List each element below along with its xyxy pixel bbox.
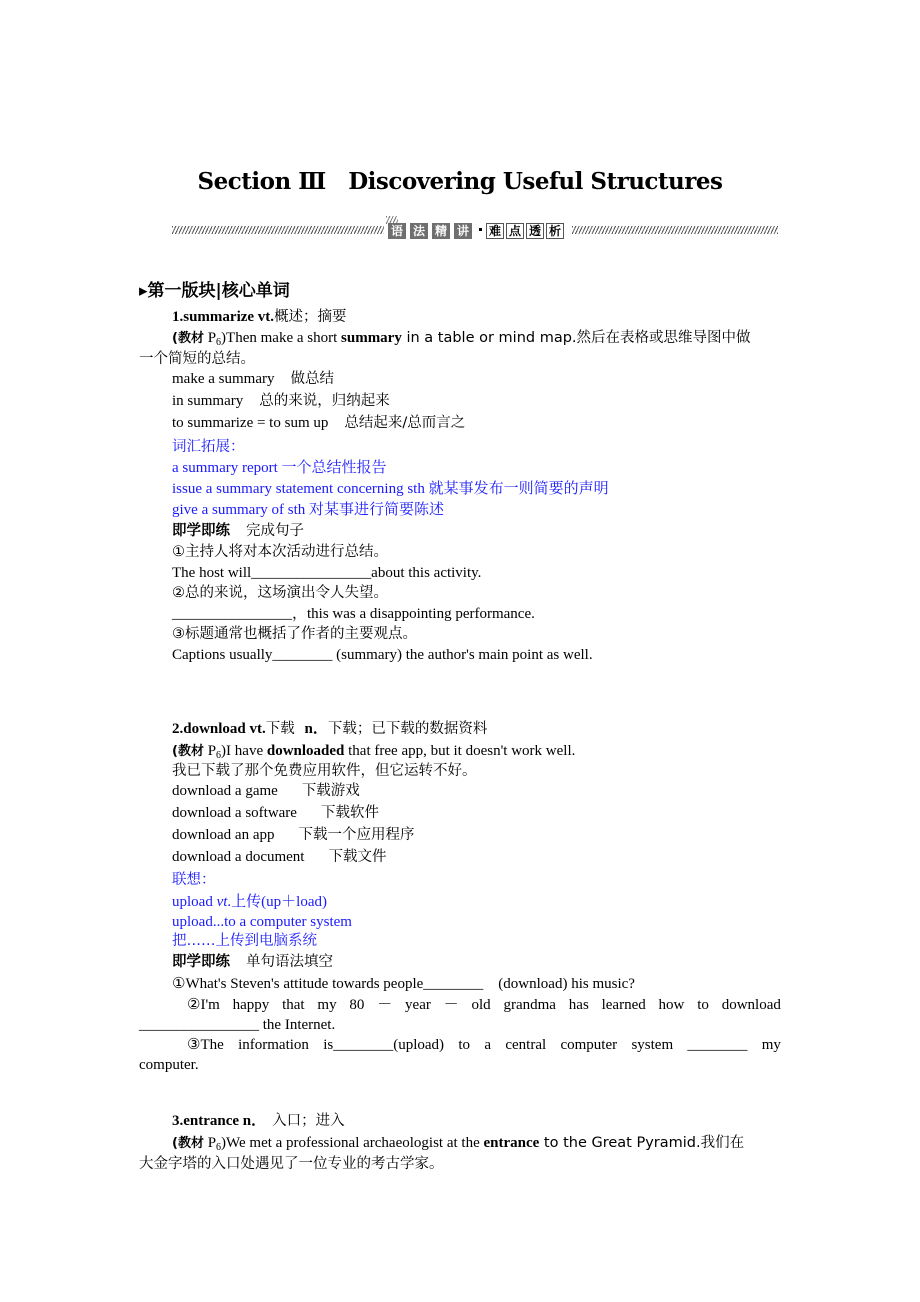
phrase-en: download an app [172, 827, 275, 843]
phrase-en: download a software [172, 805, 297, 821]
word: central [505, 1037, 547, 1053]
question-justified [187, 1035, 781, 1055]
word-entry-download [172, 719, 487, 739]
example-text: to the Great Pyramid.我们在 [539, 1135, 745, 1151]
example-text: )I have [221, 743, 267, 759]
part-of-speech: n． [304, 721, 328, 737]
headword: 2.download vt. [172, 721, 266, 737]
word: information [238, 1037, 309, 1053]
phrase-cn: 做总结 [290, 371, 334, 387]
banner-char: 难 [486, 223, 504, 239]
example-keyword: entrance [483, 1135, 540, 1151]
practice-label: 即学即练 [172, 954, 230, 970]
phrase-en: to summarize = to sum up [172, 415, 329, 431]
word: to [697, 997, 709, 1013]
example-keyword: downloaded [266, 743, 345, 759]
banner-separator-dot [479, 228, 482, 231]
word: to [458, 1037, 471, 1053]
practice-header [172, 521, 304, 541]
question-blank: ①What's Steven's attitude towards people________ (download) his music? [172, 976, 635, 992]
word: download [721, 997, 781, 1013]
question-cn: ②总的来说，这场演出令人失望。 [172, 585, 388, 601]
question-cn: ①主持人将对本次活动进行总结。 [172, 544, 388, 560]
practice-task: 单句语法填空 [246, 954, 333, 970]
phrase-en: download a game [172, 783, 278, 799]
banner-char: 法 [410, 223, 428, 239]
headword-meaning: 概述；摘要 [274, 309, 347, 325]
word: that [282, 997, 305, 1013]
banner-char: 讲 [454, 223, 472, 239]
banner-char: 析 [546, 223, 564, 239]
association-item: 把……上传到电脑系统 [172, 933, 317, 949]
example-translation: 大金字塔的入口处遇见了一位专业的考古学家。 [139, 1156, 444, 1172]
textbook-example [172, 1133, 744, 1154]
page-title: Section Ⅲ Discovering Useful Structures [197, 168, 723, 195]
example-text: that free app, but it doesn't work well. [344, 743, 576, 759]
practice-task: 完成句子 [246, 523, 304, 539]
page-ref-sub: 6 [216, 337, 222, 348]
phrase-item [172, 781, 360, 801]
page-ref: P [207, 1135, 217, 1151]
word: － [377, 997, 393, 1013]
association-text: .上传(up＋load) [227, 894, 327, 910]
banner-tag [386, 216, 570, 242]
extension-item: issue a summary statement concerning sth 就某事发布一则简要的声明 [172, 481, 609, 497]
phrase-cn: 下载软件 [320, 805, 379, 821]
phrase-cn: 总结起来/总而言之 [344, 415, 466, 431]
textbook-label: (教材 [172, 1136, 204, 1151]
banner-hatch-left [172, 226, 384, 234]
page-ref-sub: 6 [216, 750, 222, 761]
word: happy [232, 997, 270, 1013]
question-cn: ③标题通常也概括了作者的主要观点。 [172, 626, 417, 642]
word: computer [560, 1037, 618, 1053]
headword-meaning: 入口；进入 [272, 1113, 345, 1129]
extension-item: a summary report 一个总结性报告 [172, 460, 387, 476]
page-ref-sub: 6 [216, 1142, 222, 1153]
phrase-en: make a summary [172, 371, 275, 387]
word-entry-entrance [172, 1111, 345, 1131]
question-blank: ________________，this was a disappointing performance. [172, 606, 535, 622]
word-entry-summarize [172, 307, 347, 327]
word: learned [601, 997, 646, 1013]
extension-item: give a summary of sth 对某事进行简要陈述 [172, 502, 445, 518]
question-justified [187, 995, 781, 1015]
example-text: )Then make a short [221, 330, 342, 346]
headword: 1.summarize vt. [172, 309, 275, 325]
textbook-example [172, 328, 751, 349]
extension-label: 词汇拓展： [172, 439, 245, 455]
word: a [484, 1037, 492, 1053]
word: 80 [349, 997, 365, 1013]
phrase-en: download a document [172, 849, 305, 865]
word: old [471, 997, 491, 1013]
phrase-item [172, 369, 334, 389]
phrase-en: in summary [172, 393, 244, 409]
banner-hatch-right [572, 226, 778, 234]
textbook-label: (教材 [172, 744, 204, 759]
word: ③The [187, 1037, 224, 1053]
textbook-example [172, 741, 575, 762]
word: system [631, 1037, 674, 1053]
banner-char: 点 [506, 223, 524, 239]
headword-meaning: 下载 [265, 721, 295, 737]
banner-char: 精 [432, 223, 450, 239]
question-continuation: computer. [139, 1057, 199, 1073]
headword-meaning: 下载；已下载的数据资料 [327, 721, 488, 737]
phrase-item [172, 413, 465, 433]
example-keyword: summary [341, 330, 402, 346]
word: grandma [503, 997, 556, 1013]
banner-char: 语 [388, 223, 406, 239]
phrase-cn: 总的来说，归纳起来 [259, 393, 390, 409]
association-pos: vt [216, 894, 228, 910]
word: － [443, 997, 459, 1013]
page-ref: P [207, 743, 217, 759]
phrase-item [172, 825, 414, 845]
association-label: 联想： [172, 872, 216, 888]
phrase-cn: 下载文件 [328, 849, 387, 865]
example-text: )We met a professional archaeologist at the [221, 1135, 484, 1151]
word: is________(upload) [323, 1037, 445, 1053]
association-text: upload [172, 894, 217, 910]
question-continuation: ________________ the Internet. [139, 1017, 336, 1033]
association-item [172, 892, 327, 912]
phrase-item [172, 847, 386, 867]
word: ②I'm [187, 997, 220, 1013]
practice-header [172, 952, 333, 972]
example-translation: 我已下载了那个免费应用软件，但它运转不好。 [172, 763, 477, 779]
word: has [568, 997, 589, 1013]
association-item: upload...to a computer system [172, 914, 352, 930]
word: my [317, 997, 337, 1013]
headword: 3.entrance n． [172, 1113, 267, 1129]
practice-label: 即学即练 [172, 523, 230, 539]
page-ref: P [207, 330, 217, 346]
question-blank: Captions usually________ (summary) the author's main point as well. [172, 647, 593, 663]
banner-char: 透 [526, 223, 544, 239]
example-translation: 一个简短的总结。 [139, 351, 255, 367]
textbook-label: (教材 [172, 331, 204, 346]
word: ________ [687, 1037, 748, 1053]
question-blank: The host will________________about this activity. [172, 565, 482, 581]
word: how [658, 997, 685, 1013]
section-heading: ▸第一版块|核心单词 [139, 281, 290, 301]
phrase-cn: 下载游戏 [301, 783, 360, 799]
phrase-item [172, 803, 379, 823]
example-text: in a table or mind map.然后在表格或思维导图中做 [401, 330, 751, 346]
word: my [761, 1037, 781, 1053]
word: year [405, 997, 431, 1013]
phrase-item [172, 391, 390, 411]
section-banner [172, 216, 778, 242]
phrase-cn: 下载一个应用程序 [298, 827, 415, 843]
